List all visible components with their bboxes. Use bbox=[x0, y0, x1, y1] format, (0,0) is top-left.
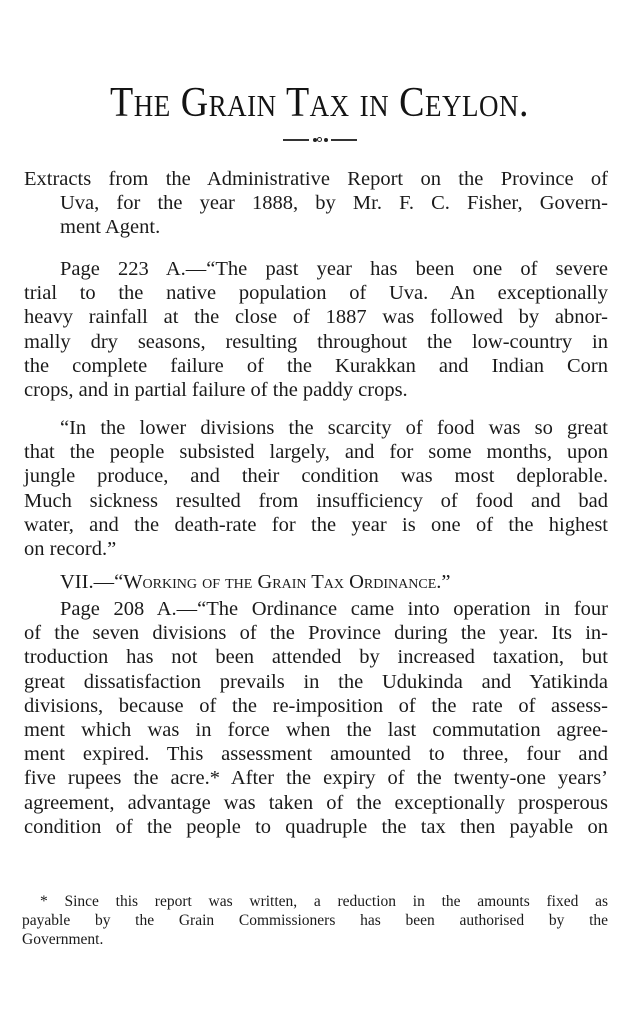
text-line: ment Agent. bbox=[60, 216, 161, 239]
footnote-line: payable by the Grain Commissioners has been authorised by the bbox=[22, 912, 608, 929]
text-line: great dissatisfaction prevails in the Udukinda and Yatikinda bbox=[24, 670, 608, 693]
text-line: of the seven divisions of the Province during the year. Its in- bbox=[24, 622, 608, 645]
text-line: agreement, advantage was taken of the exceptionally prosperous bbox=[24, 791, 608, 814]
text-line: troduction has not been attended by increased taxation, but bbox=[24, 646, 608, 669]
text-line: divisions, because of the re-imposition of the rate of assess- bbox=[24, 694, 608, 717]
section-heading bbox=[60, 570, 450, 594]
paragraph-1 bbox=[24, 257, 608, 402]
text-line: on record.” bbox=[24, 537, 117, 560]
text-line: Page 208 A.—“The Ordinance came into operation in four bbox=[60, 598, 608, 620]
page-title: The Grain Tax in Ceylon. bbox=[110, 79, 529, 127]
text-line: condition of the people to quadruple the tax then payable on bbox=[24, 815, 608, 838]
text-line: Uva, for the year 1888, by Mr. F. C. Fisher, Govern- bbox=[60, 192, 608, 215]
text-line: jungle produce, and their condition was most deplorable. bbox=[24, 465, 608, 488]
section-heading-suffix: ” bbox=[441, 571, 451, 593]
footnote-line: Government. bbox=[22, 931, 104, 948]
section-heading-prefix: VII.—“ bbox=[60, 571, 124, 593]
paragraph-2 bbox=[24, 416, 608, 561]
text-line: Extracts from the Administrative Report on the Province of bbox=[24, 168, 608, 190]
text-line: ment expired. This assessment amounted to three, four and bbox=[24, 743, 608, 766]
intro-paragraph bbox=[24, 167, 608, 240]
text-line: five rupees the acre.* After the expiry of the twenty-one years’ bbox=[24, 767, 608, 790]
text-line: the complete failure of the Kurakkan and Indian Corn bbox=[24, 354, 608, 377]
text-line: that the people subsisted largely, and for some months, upon bbox=[24, 441, 608, 464]
footnote-line: * Since this report was written, a reduction in the amounts fixed as bbox=[40, 893, 608, 910]
text-line: heavy rainfall at the close of 1887 was followed by abnor- bbox=[24, 306, 608, 329]
text-line: crops, and in partial failure of the paddy crops. bbox=[24, 378, 408, 401]
text-line: ment which was in force when the last commutation agree- bbox=[24, 718, 608, 741]
text-line: Much sickness resulted from insufficiency of food and bad bbox=[24, 489, 608, 512]
text-line: “In the lower divisions the scarcity of food was so great bbox=[60, 417, 608, 439]
ornament-ring bbox=[317, 137, 322, 142]
footnote bbox=[22, 892, 608, 949]
ornament-line-right bbox=[331, 139, 357, 141]
paragraph-3 bbox=[24, 597, 608, 839]
ornament-rule bbox=[283, 136, 357, 144]
ornament-dot-right bbox=[324, 138, 328, 142]
section-heading-title: Working of the Grain Tax Ordinance. bbox=[123, 571, 442, 593]
text-line: water, and the death-rate for the year is one of the highest bbox=[24, 513, 608, 536]
text-line: mally dry seasons, resulting throughout the low-country in bbox=[24, 330, 608, 353]
text-line: trial to the native population of Uva. An exceptionally bbox=[24, 282, 608, 305]
text-line: Page 223 A.—“The past year has been one of severe bbox=[60, 258, 608, 280]
ornament-line-left bbox=[283, 139, 309, 141]
